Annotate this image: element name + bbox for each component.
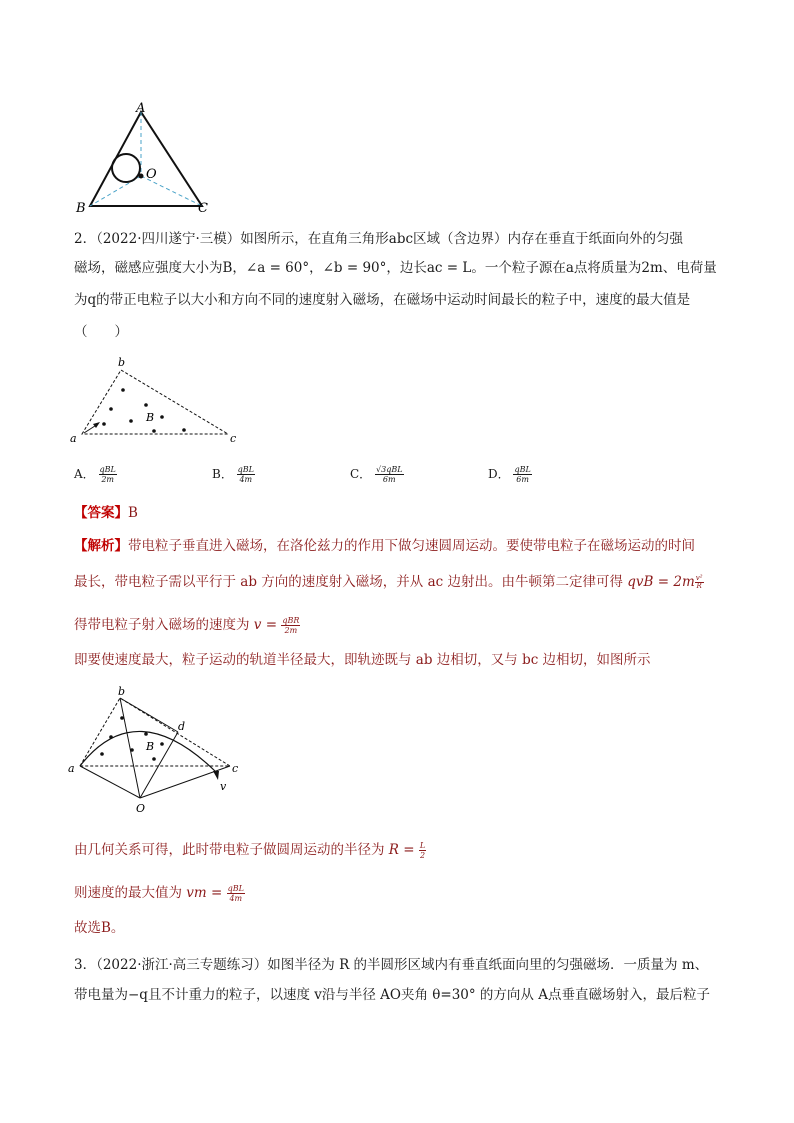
option-d-denominator: 6m (516, 475, 529, 484)
q3-text-line-2: 带电量为−q且不计重力的粒子，以速度 v沿与半径 AO夹角 θ=30° 的方向从 A点垂直磁场射入，最后粒子 (74, 987, 710, 1003)
answer-value: B (128, 505, 138, 521)
equation-velocity: v = (253, 617, 278, 633)
fig3-label-a: a (68, 762, 75, 775)
q3-text-line-1: 3．（2022·浙江·高三专题练习）如图半径为 R 的半圆形区域内有垂直纸面向里的匀强磁场．一质量为 m、 (74, 957, 709, 973)
label-B: B (76, 201, 86, 216)
figure-q2-triangle (66, 352, 246, 447)
option-c-numerator: √3qBL (376, 465, 403, 474)
q2-label-b: b (118, 356, 126, 369)
analysis-line-1 (74, 536, 695, 556)
equation-radius: R = (388, 842, 415, 858)
option-c[interactable] (350, 465, 404, 484)
analysis-text-5: 由几何关系可得，此时带电粒子做圆周运动的半径为 (74, 842, 385, 858)
option-b[interactable] (212, 465, 255, 484)
option-b-denominator: 4m (239, 475, 253, 484)
label-C: C (198, 201, 208, 216)
option-c-letter: C． (350, 467, 372, 481)
equation-radius-numerator: L (419, 841, 426, 850)
option-b-numerator: qBL (237, 465, 254, 474)
equation-vmax: vm = (186, 885, 223, 901)
label-O: O (146, 167, 157, 182)
analysis-line-3 (74, 615, 300, 635)
option-d-letter: D． (488, 467, 510, 481)
fig3-label-B: B (146, 740, 155, 753)
option-a-numerator: qBL (99, 465, 116, 474)
equation-velocity-denominator: 2m (284, 626, 298, 635)
answer-line (74, 503, 138, 523)
q2-label-a: a (70, 432, 77, 445)
equation-newton-numerator: v² (695, 574, 703, 582)
analysis-line-6 (74, 883, 245, 903)
analysis-text-1: 带电粒子垂直进入磁场，在洛伦兹力的作用下做匀速圆周运动。要使带电粒子在磁场运动的时间 (128, 538, 695, 554)
option-d-numerator: qBL (514, 465, 531, 474)
label-A: A (136, 101, 146, 116)
q2-text-line-1: 2．（2022·四川遂宁·三模）如图所示，在直角三角形abc区域（含边界）内存在垂直于纸面向外的匀强 (74, 231, 684, 247)
fig3-label-O: O (136, 802, 146, 815)
analysis-text-3: 得带电粒子射入磁场的速度为 (74, 617, 250, 633)
analysis-tag: 【解析】 (74, 538, 128, 554)
fig3-label-d: d (178, 720, 186, 733)
option-a[interactable] (74, 465, 117, 484)
equation-newton: qvB = 2m (627, 574, 695, 590)
equation-vmax-denominator: 4m (229, 894, 243, 903)
q2-text-line-3: 为q的带正电粒子以大小和方向不同的速度射入磁场，在磁场中运动时间最长的粒子中，速度的最大值是 (74, 292, 691, 308)
analysis-line-2 (74, 572, 704, 592)
analysis-line-4: 即要使速度最大，粒子运动的轨道半径最大，即轨迹既与 ab 边相切，又与 bc 边相切，如图所示 (74, 652, 651, 668)
equation-velocity-numerator: qBR (282, 616, 300, 625)
option-a-letter: A． (74, 467, 95, 481)
q2-answer-paren: （ ） (74, 324, 128, 340)
analysis-line-7: 故选B。 (74, 920, 125, 936)
figure-triangle-abc-circle (70, 98, 220, 218)
option-d[interactable] (488, 465, 532, 484)
q2-text-line-2: 磁场，磁感应强度大小为B，∠a = 60°，∠b = 90°，边长ac = L。一个粒子源在a点将质量为2m、电荷量 (74, 260, 717, 276)
fig3-label-b: b (118, 685, 126, 698)
analysis-text-6: 则速度的最大值为 (74, 885, 182, 901)
equation-radius-denominator: 2 (419, 851, 426, 860)
equation-vmax-numerator: qBL (227, 884, 244, 893)
equation-newton-denominator: R (696, 582, 702, 590)
analysis-text-2: 最长，带电粒子需以平行于 ab 方向的速度射入磁场，并从 ac 边射出。由牛顿第二定律可得 (74, 574, 623, 590)
q2-label-c: c (230, 432, 237, 445)
option-b-letter: B． (212, 467, 233, 481)
q2-label-B: B (146, 411, 155, 424)
fig3-label-c: c (232, 762, 239, 775)
figure-trajectory (66, 684, 256, 819)
answer-tag: 【答案】 (74, 505, 128, 521)
analysis-line-5 (74, 840, 426, 860)
option-a-denominator: 2m (101, 475, 114, 484)
option-c-denominator: 6m (382, 475, 396, 484)
fig3-label-v: v (220, 780, 227, 793)
